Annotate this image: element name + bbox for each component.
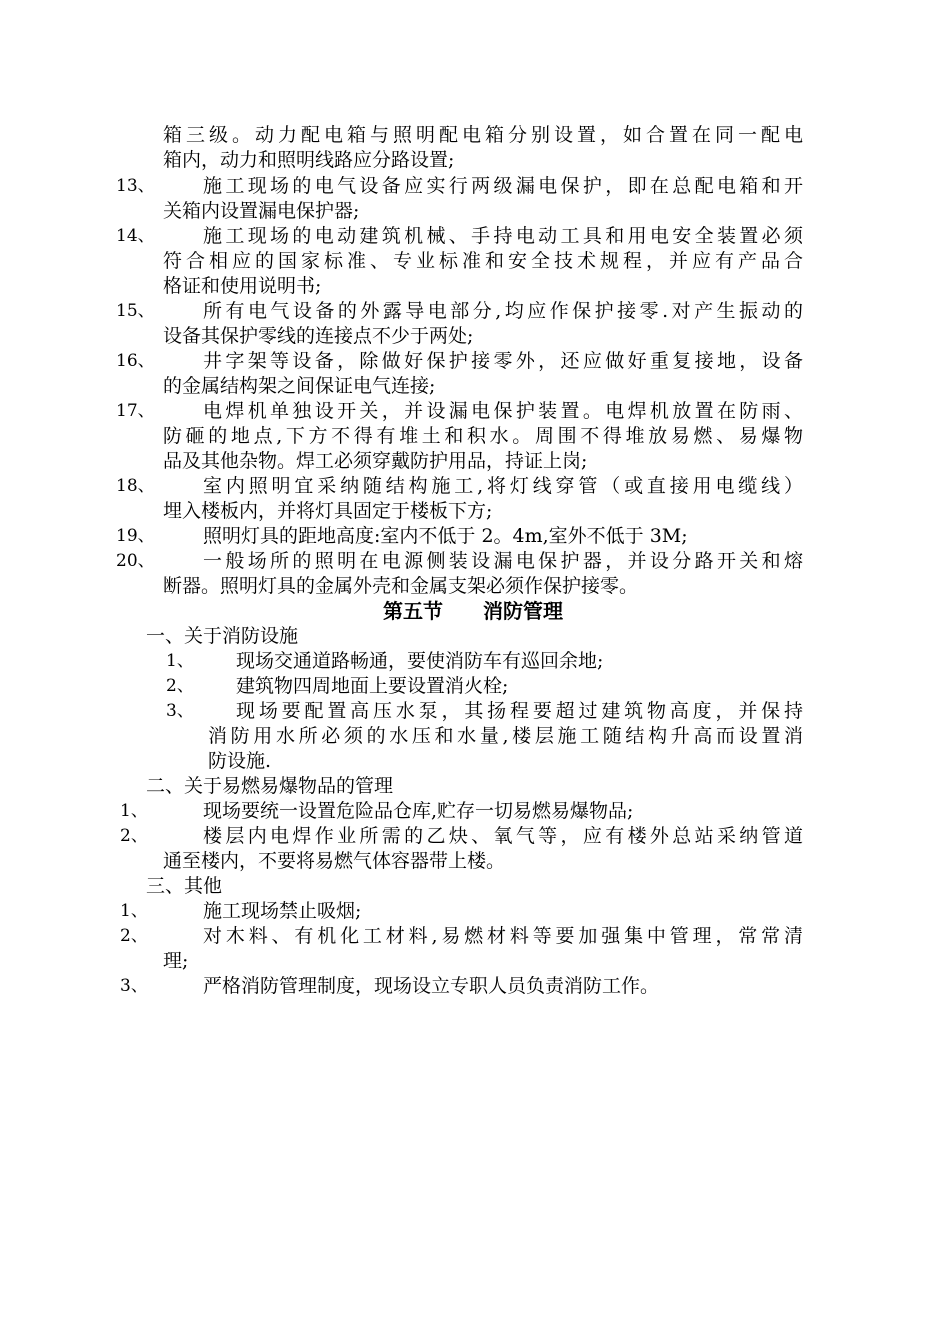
item-text: 井字架等设备，除做好保护接零外，还应做好重复接地，设备 [203, 350, 803, 372]
item-text: 现场交通道路畅通，要使消防车有巡回余地; [236, 650, 604, 672]
item-number: 1、 [166, 651, 194, 671]
item-text: 断器。照明灯具的金属外壳和金属支架必须作保护接零。 [163, 575, 639, 597]
item-text: 关箱内设置漏电保护器; [163, 200, 360, 222]
item-text: 严格消防管理制度，现场设立专职人员负责消防工作。 [203, 975, 660, 997]
item-text: 埋入楼板内，并将灯具固定于楼板下方; [163, 500, 493, 522]
continuation-line: 箱三级。动力配电箱与照明配电箱分别设置，如合置在同一配电 [163, 124, 803, 146]
item-text: 照明灯具的距地高度:室内不低于 2。4m,室外不低于 3M; [203, 525, 688, 547]
section-number: 第五节 [383, 599, 443, 623]
item-text: 品及其他杂物。焊工必须穿戴防护用品，持证上岗; [163, 450, 588, 472]
subsection-heading: 一、关于消防设施 [146, 625, 299, 647]
section-title: 消防管理 [483, 599, 563, 623]
item-text: 施工现场禁止吸烟; [203, 900, 362, 922]
item-text: 室内照明宜采纳随结构施工,将灯线穿管（或直接用电缆线） [203, 475, 803, 497]
item-text: 现场要统一设置危险品仓库,贮存一切易燃易爆物品; [203, 800, 634, 822]
item-text: 防砸的地点,下方不得有堆土和积水。周围不得堆放易燃、易爆物 [163, 425, 803, 447]
item-text: 楼层内电焊作业所需的乙炔、氧气等，应有楼外总站采纳管道 [203, 825, 803, 847]
item-text: 现场要配置高压水泵，其扬程要超过建筑物高度，并保持 [236, 700, 803, 722]
item-number: 2、 [120, 826, 148, 846]
item-number: 13、 [116, 176, 155, 196]
item-text: 的金属结构架之间保证电气连接; [163, 375, 436, 397]
item-number: 16、 [116, 351, 155, 371]
item-text: 建筑物四周地面上要设置消火栓; [236, 675, 509, 697]
item-number: 1、 [120, 801, 148, 821]
item-number: 15、 [116, 301, 155, 321]
item-text: 防设施. [208, 750, 272, 772]
item-number: 17、 [116, 401, 155, 421]
subsection-heading: 二、关于易燃易爆物品的管理 [146, 775, 394, 797]
item-text: 电焊机单独设开关，并设漏电保护装置。电焊机放置在防雨、 [203, 400, 803, 422]
item-text: 施工现场的电气设备应实行两级漏电保护，即在总配电箱和开 [203, 175, 803, 197]
item-text: 通至楼内，不要将易燃气体容器带上楼。 [163, 850, 506, 872]
item-text: 施工现场的电动建筑机械、手持电动工具和用电安全装置必须 [203, 225, 803, 247]
item-text: 格证和使用说明书; [163, 275, 322, 297]
item-number: 18、 [116, 476, 155, 496]
item-text: 消防用水所必须的水压和水量,楼层施工随结构升高而设置消 [208, 725, 803, 747]
item-text: 对木料、有机化工材料,易燃材料等要加强集中管理，常常清 [203, 925, 803, 947]
continuation-line: 箱内，动力和照明线路应分路设置; [163, 149, 455, 171]
subsection-heading: 三、其他 [146, 875, 223, 897]
item-number: 14、 [116, 226, 155, 246]
item-number: 19、 [116, 526, 155, 546]
item-text: 设备其保护零线的连接点不少于两处; [163, 325, 474, 347]
item-text: 所有电气设备的外露导电部分,均应作保护接零.对产生振动的 [203, 300, 803, 322]
item-text: 理; [163, 950, 189, 972]
item-number: 3、 [120, 976, 148, 996]
item-number: 1、 [120, 901, 148, 921]
item-number: 2、 [166, 676, 194, 696]
item-number: 20、 [116, 551, 155, 571]
item-number: 2、 [120, 926, 148, 946]
item-text: 符合相应的国家标准、专业标准和安全技术规程，并应有产品合 [163, 250, 803, 272]
item-text: 一般场所的照明在电源侧装设漏电保护器，并设分路开关和熔 [203, 550, 803, 572]
item-number: 3、 [166, 701, 194, 721]
